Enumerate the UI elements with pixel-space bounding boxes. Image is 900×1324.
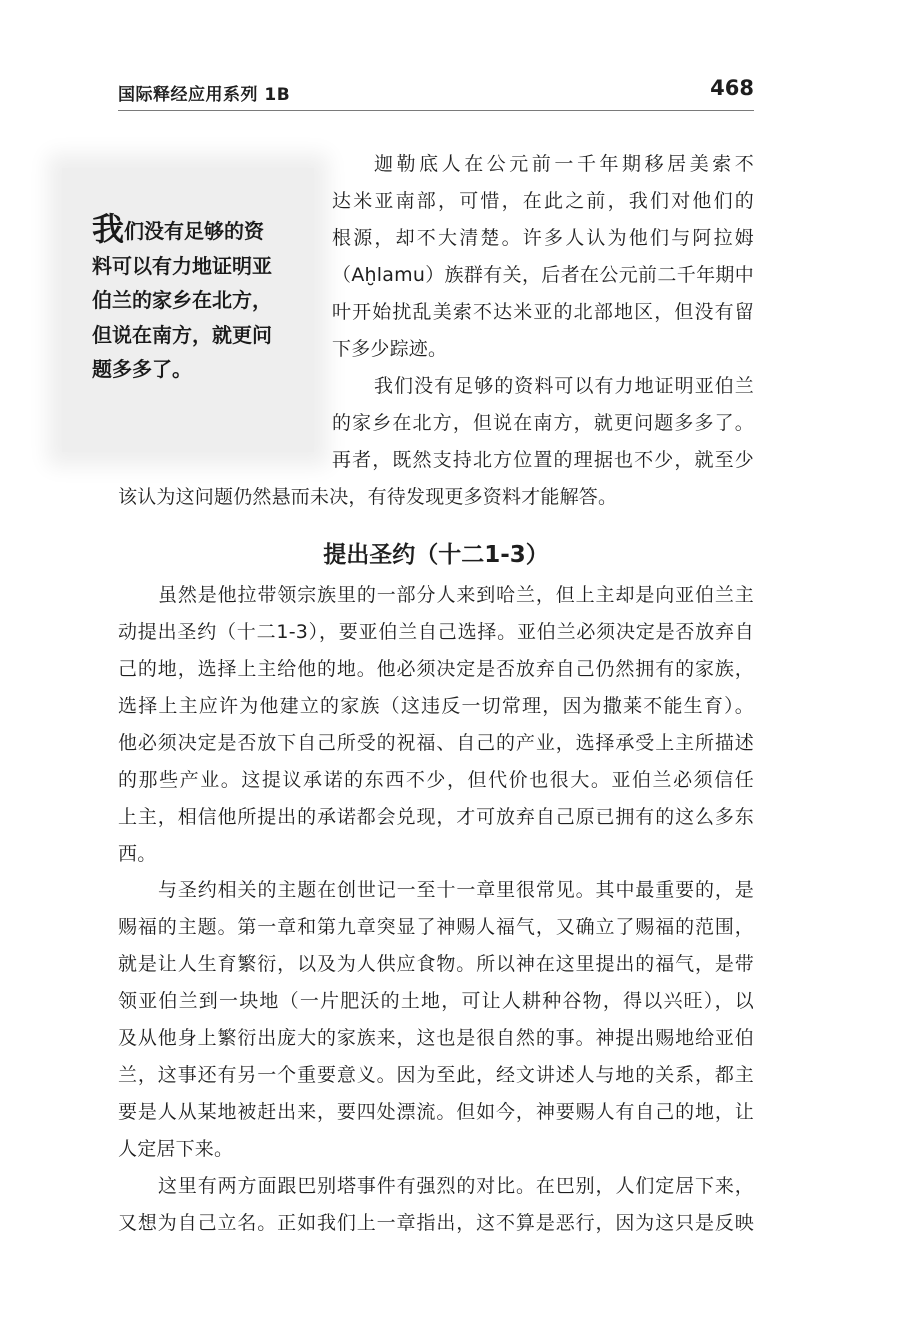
text-line: 领亚伯兰到一块地（一片肥沃的土地，可让人耕种谷物，得以兴旺），以	[118, 990, 754, 1012]
text-line: 与圣约相关的主题在创世记一至十一章里很常见。其中最重要的，是	[158, 879, 754, 901]
pull-quote-line: 伯兰的家乡在北方，	[92, 288, 272, 313]
text-line: 赐福的主题。第一章和第九章突显了神赐人福气，又确立了赐福的范围，	[118, 916, 754, 938]
text-line: 西。	[118, 843, 157, 865]
text-line: 又想为自己立名。正如我们上一章指出，这不算是恶行，因为这只是反映	[118, 1212, 754, 1234]
text-line: 这里有两方面跟巴别塔事件有强烈的对比。在巴别，人们定居下来，	[158, 1175, 754, 1197]
book-series-title: 国际释经应用系列 1B	[118, 85, 291, 105]
text-line: 选择上主应许为他建立的家族（这违反一切常理，因为撒莱不能生育）。	[118, 695, 754, 717]
text-line: 叶开始扰乱美索不达米亚的北部地区，但没有留	[332, 301, 754, 323]
text-line: 达米亚南部，可惜，在此之前，我们对他们的	[332, 190, 754, 212]
text-line: 要是人从某地被赶出来，要四处漂流。但如今，神要赐人有自己的地，让	[118, 1101, 754, 1123]
text-line: 己的地，选择上主给他的地。他必须决定是否放弃自己仍然拥有的家族，	[118, 658, 754, 680]
text-line: 及从他身上繁衍出庞大的家族来，这也是很自然的事。神提出赐地给亚伯	[118, 1027, 754, 1049]
text-line: 根源，却不大清楚。许多人认为他们与阿拉姆	[332, 227, 754, 249]
text-line: 我们没有足够的资料可以有力地证明亚伯兰	[374, 375, 754, 397]
text-line: 虽然是他拉带领宗族里的一部分人来到哈兰，但上主却是向亚伯兰主	[158, 584, 754, 606]
text-line: 人定居下来。	[118, 1138, 234, 1160]
text-line: 迦勒底人在公元前一千年期移居美索不	[374, 153, 754, 175]
text-line: 的那些产业。这提议承诺的东西不少，但代价也很大。亚伯兰必须信任	[118, 769, 754, 791]
pull-quote-text	[92, 210, 292, 387]
pull-quote-drop-char: 我	[92, 210, 125, 248]
text-line: 该认为这问题仍然悬而未决，有待发现更多资料才能解答。	[118, 486, 618, 508]
text-line: 兰，这事还有另一个重要意义。因为至此，经文讲述人与地的关系，都主	[118, 1064, 754, 1086]
text-line: 上主，相信他所提出的承诺都会兑现，才可放弃自己原已拥有的这么多东	[118, 806, 754, 828]
page-number: 468	[710, 76, 754, 100]
text-line: 下多少踪迹。	[332, 338, 448, 360]
text-line: 他必须决定是否放下自己所受的祝福、自己的产业，选择承受上主所描述	[118, 732, 754, 754]
pull-quote-box	[62, 168, 314, 452]
text-line: 就是让人生育繁衍，以及为人供应食物。所以神在这里提出的福气，是带	[118, 953, 754, 975]
text-line: 的家乡在北方，但说在南方，就更问题多多了。	[332, 412, 754, 434]
text-line: 再者，既然支持北方位置的理据也不少，就至少	[332, 449, 754, 471]
text-line: 动提出圣约（十二1-3），要亚伯兰自己选择。亚伯兰必须决定是否放弃自	[118, 621, 754, 643]
text-line: （Aḫlamu）族群有关，后者在公元前二千年期中	[332, 264, 754, 286]
running-header	[118, 74, 754, 111]
pull-quote-line: 但说在南方，就更问	[92, 322, 272, 347]
pull-quote-line: 们没有足够的资	[124, 219, 265, 243]
pull-quote-line: 料可以有力地证明亚	[92, 253, 272, 278]
pull-quote-line: 题多多了。	[92, 357, 192, 382]
section-heading: 提出圣约（十二1-3）	[323, 542, 549, 568]
